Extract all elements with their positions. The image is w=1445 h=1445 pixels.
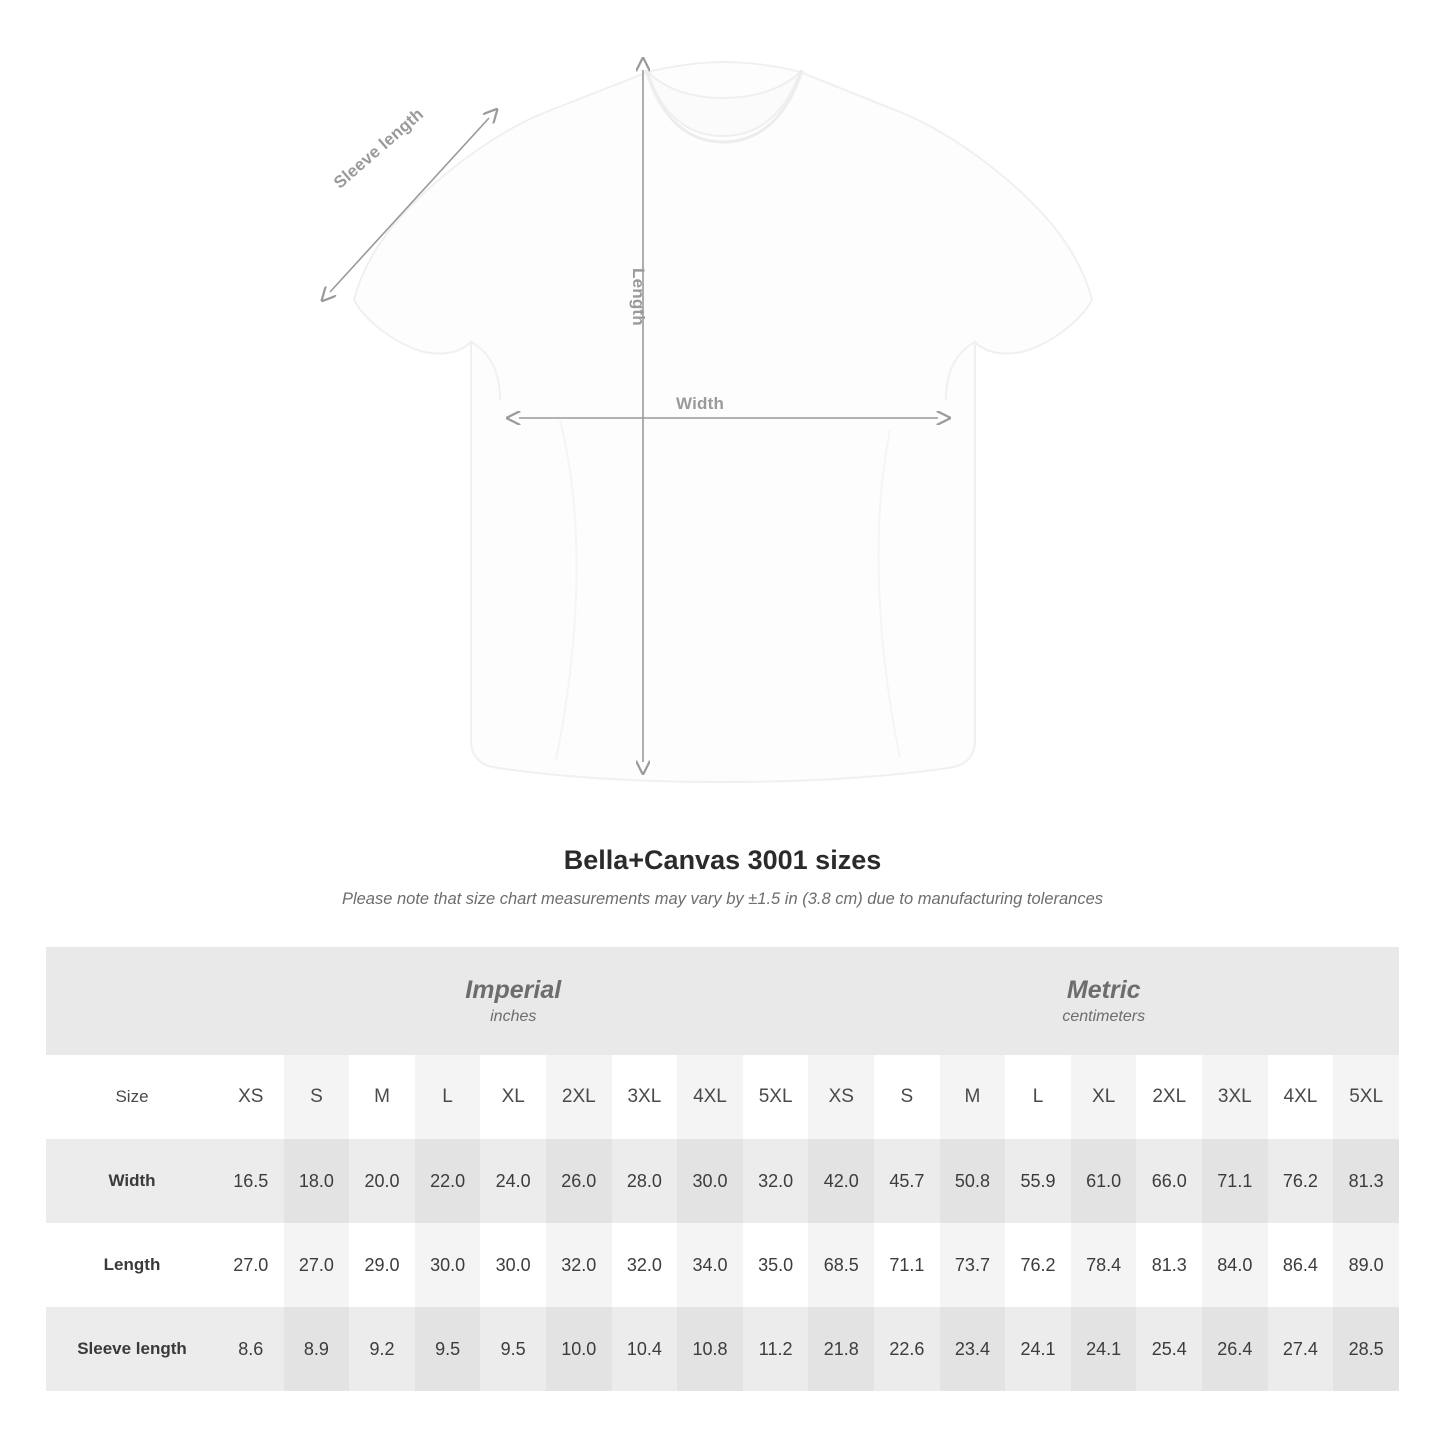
- measurement-cell: 9.5: [480, 1307, 546, 1391]
- measurement-cell: 27.4: [1268, 1307, 1334, 1391]
- unit-group-name: Imperial: [465, 975, 562, 1004]
- measurement-cell: 68.5: [808, 1223, 874, 1307]
- measurement-cell: 78.4: [1071, 1223, 1137, 1307]
- measurement-cell: 28.0: [612, 1139, 678, 1223]
- tolerance-note: Please note that size chart measurements may vary by ±1.5 in (3.8 cm) due to manufacturing tolerances: [341, 890, 1104, 908]
- measurement-cell: 22.0: [415, 1139, 481, 1223]
- unit-group-header: [218, 947, 808, 1055]
- measurement-cell: 84.0: [1202, 1223, 1268, 1307]
- unit-row-spacer: [46, 947, 218, 1055]
- measurement-cell: 28.5: [1333, 1307, 1399, 1391]
- size-header-cell: 3XL: [612, 1055, 678, 1139]
- measurement-cell: 10.8: [677, 1307, 743, 1391]
- measurement-cell: 34.0: [677, 1223, 743, 1307]
- measurement-cell: 23.4: [940, 1307, 1006, 1391]
- measurement-cell: 71.1: [874, 1223, 940, 1307]
- size-header-cell: M: [940, 1055, 1006, 1139]
- measurement-cell: 76.2: [1005, 1223, 1071, 1307]
- measurement-cell: 25.4: [1136, 1307, 1202, 1391]
- measurement-cell: 21.8: [808, 1307, 874, 1391]
- measurement-cell: 29.0: [349, 1223, 415, 1307]
- measurement-cell: 26.0: [546, 1139, 612, 1223]
- size-header-cell: XS: [218, 1055, 284, 1139]
- measurement-label: Width: [46, 1139, 218, 1223]
- measurement-cell: 71.1: [1202, 1139, 1268, 1223]
- measurement-cell: 50.8: [940, 1139, 1006, 1223]
- size-table-container: [46, 947, 1399, 1391]
- measurement-cell: 27.0: [218, 1223, 284, 1307]
- measurement-label: Sleeve length: [46, 1307, 218, 1391]
- page-title: Bella+Canvas 3001 sizes: [563, 845, 882, 875]
- measurement-cell: 81.3: [1136, 1223, 1202, 1307]
- unit-group-header: [808, 947, 1399, 1055]
- measurement-cell: 22.6: [874, 1307, 940, 1391]
- measurement-cell: 66.0: [1136, 1139, 1202, 1223]
- measurement-cell: 32.0: [743, 1139, 809, 1223]
- size-header-cell: L: [415, 1055, 481, 1139]
- size-header-cell: 2XL: [1136, 1055, 1202, 1139]
- size-header-cell: 4XL: [677, 1055, 743, 1139]
- measurement-cell: 30.0: [677, 1139, 743, 1223]
- measurement-cell: 18.0: [284, 1139, 350, 1223]
- size-header-label: Size: [46, 1055, 218, 1139]
- measurement-cell: 10.4: [612, 1307, 678, 1391]
- size-header-cell: S: [874, 1055, 940, 1139]
- size-header-cell: XL: [1071, 1055, 1137, 1139]
- measurement-cell: 8.6: [218, 1307, 284, 1391]
- width-label: Width: [676, 394, 725, 413]
- measurement-cell: 26.4: [1202, 1307, 1268, 1391]
- measurement-label: Length: [46, 1223, 218, 1307]
- measurement-cell: 76.2: [1268, 1139, 1334, 1223]
- size-table: [46, 947, 1399, 1391]
- table-row: [46, 1139, 1399, 1223]
- measurement-cell: 61.0: [1071, 1139, 1137, 1223]
- measurement-cell: 20.0: [349, 1139, 415, 1223]
- tshirt-shape: [354, 62, 1092, 782]
- measurement-cell: 32.0: [612, 1223, 678, 1307]
- measurement-cell: 9.2: [349, 1307, 415, 1391]
- measurement-cell: 42.0: [808, 1139, 874, 1223]
- size-header-cell: XS: [808, 1055, 874, 1139]
- measurement-cell: 32.0: [546, 1223, 612, 1307]
- measurement-cell: 10.0: [546, 1307, 612, 1391]
- measurement-cell: 35.0: [743, 1223, 809, 1307]
- measurement-cell: 9.5: [415, 1307, 481, 1391]
- size-header-cell: L: [1005, 1055, 1071, 1139]
- measurement-cell: 86.4: [1268, 1223, 1334, 1307]
- table-row: [46, 1307, 1399, 1391]
- unit-group-row: [46, 947, 1399, 1055]
- table-row: [46, 1223, 1399, 1307]
- measurement-cell: 73.7: [940, 1223, 1006, 1307]
- measurement-cell: 24.0: [480, 1139, 546, 1223]
- size-header-cell: XL: [480, 1055, 546, 1139]
- measurement-cell: 30.0: [480, 1223, 546, 1307]
- size-header-row: [46, 1055, 1399, 1139]
- unit-group-subtitle: centimeters: [1062, 1008, 1146, 1026]
- measurement-cell: 89.0: [1333, 1223, 1399, 1307]
- measurement-cell: 27.0: [284, 1223, 350, 1307]
- size-header-cell: M: [349, 1055, 415, 1139]
- measurement-cell: 24.1: [1005, 1307, 1071, 1391]
- measurement-cell: 45.7: [874, 1139, 940, 1223]
- measurement-cell: 55.9: [1005, 1139, 1071, 1223]
- measurement-cell: 81.3: [1333, 1139, 1399, 1223]
- size-header-cell: 5XL: [743, 1055, 809, 1139]
- measurement-cell: 30.0: [415, 1223, 481, 1307]
- unit-group-subtitle: inches: [490, 1008, 537, 1026]
- size-header-cell: S: [284, 1055, 350, 1139]
- length-label: Length: [629, 268, 648, 326]
- title-block: [0, 845, 1445, 909]
- measurement-cell: 11.2: [743, 1307, 809, 1391]
- measurement-cell: 24.1: [1071, 1307, 1137, 1391]
- size-header-cell: 3XL: [1202, 1055, 1268, 1139]
- measurement-cell: 8.9: [284, 1307, 350, 1391]
- unit-group-name: Metric: [1066, 975, 1141, 1004]
- size-header-cell: 5XL: [1333, 1055, 1399, 1139]
- size-header-cell: 4XL: [1268, 1055, 1334, 1139]
- measurement-cell: 16.5: [218, 1139, 284, 1223]
- sleeve-length-label: Sleeve length: [330, 104, 428, 193]
- size-header-cell: 2XL: [546, 1055, 612, 1139]
